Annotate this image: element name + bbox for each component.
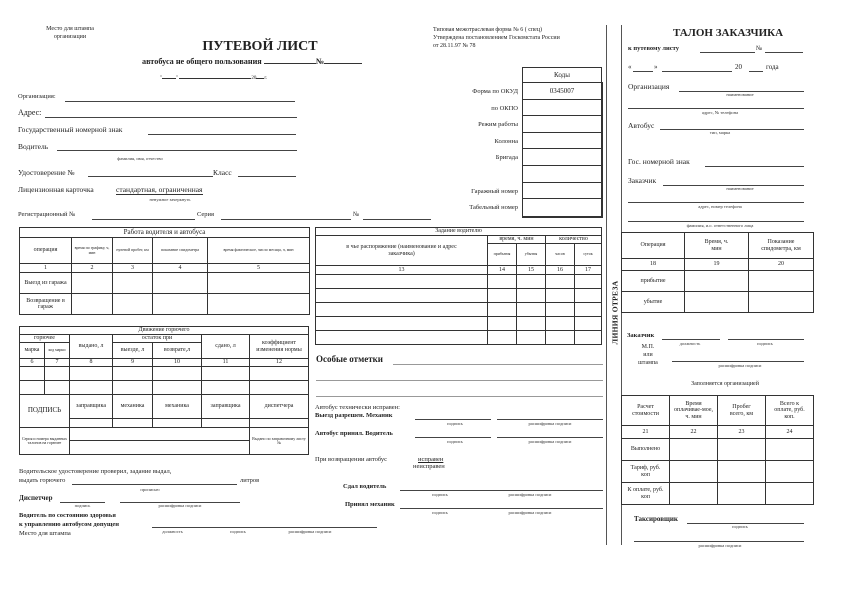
date-month-blank[interactable] (179, 78, 251, 79)
table-cell[interactable] (766, 461, 814, 483)
task-num: 14 (488, 266, 517, 275)
license-label: Удостоверение № (18, 168, 75, 177)
driver-field[interactable] (57, 150, 297, 151)
fuel-table-title: Движение горючего (20, 327, 309, 335)
series-field[interactable] (221, 219, 351, 220)
codes-value-cell[interactable] (523, 116, 601, 133)
coupon-signature-hint: подпись (757, 341, 773, 346)
work-col-operation: операция (20, 238, 72, 264)
work-col-zero-mileage: нулевой пробег, км (113, 238, 153, 264)
stamp-place-bottom: Место для штампа (19, 530, 71, 537)
mechanic-decoding-field[interactable] (497, 419, 603, 420)
page-subtitle (142, 57, 362, 66)
coupon-plate-label: Гос. номерной знак (628, 157, 690, 166)
table-cell[interactable] (575, 289, 602, 303)
license-card-hint: ненужное зачеркнуть (149, 197, 191, 202)
fuel-num: 7 (45, 359, 70, 367)
table-row (622, 439, 814, 461)
signature-cell[interactable] (113, 419, 153, 428)
table-cell[interactable] (575, 303, 602, 317)
coupon-op-num: 18 (622, 259, 685, 271)
coupon-taxer-label: Таксировщик (634, 515, 678, 523)
on-return-label: При возвращении автобус (315, 456, 388, 463)
plate-field[interactable] (148, 134, 296, 135)
coupon-day-field[interactable] (633, 71, 653, 72)
table-row (316, 331, 602, 345)
cut-divider-left (606, 25, 607, 545)
coupon-date-close: » (654, 63, 658, 71)
accepted-mech-label: Принял механик (345, 501, 395, 508)
table-cell[interactable] (153, 367, 202, 381)
table-cell[interactable] (113, 273, 153, 294)
table-row (622, 461, 814, 483)
work-num: 1 (20, 264, 72, 273)
form-info-line2: Утверждена постановлением Госкомстата России (433, 34, 560, 41)
table-row (316, 289, 602, 303)
date-suffix: г. (264, 76, 268, 81)
table-cell[interactable] (153, 381, 202, 395)
table-cell[interactable] (575, 275, 602, 289)
table-cell[interactable] (517, 275, 546, 289)
coupon-taxer-decoding-hint: расшифровка подписи (698, 543, 742, 548)
fuel-remainder-header: остаток при (113, 335, 202, 343)
table-cell[interactable] (20, 381, 45, 395)
table-row (622, 292, 814, 313)
coupon-op-header: Показание спидометра, км (749, 233, 814, 259)
table-row (20, 273, 310, 294)
table-cell[interactable] (153, 273, 208, 294)
codes-row-label: Гаражный номер (471, 187, 518, 195)
accepted-mech-field[interactable] (400, 508, 603, 509)
form-info (433, 27, 560, 50)
coupon-operations-table (621, 232, 814, 313)
table-cell[interactable] (546, 289, 575, 303)
number-field[interactable] (363, 219, 431, 220)
plate-label: Государственный номерной знак (18, 125, 123, 134)
sign-role: механика (113, 395, 153, 419)
stamp-line1: М.П. (641, 344, 655, 350)
table-cell[interactable] (45, 367, 70, 381)
table-cell[interactable] (70, 381, 113, 395)
table-cell[interactable] (113, 381, 153, 395)
task-departure-header: убытия (517, 244, 546, 266)
codes-value-cell[interactable] (523, 149, 601, 166)
decoding-hint: расшифровка подписи (288, 529, 332, 534)
work-num: 5 (208, 264, 310, 273)
codes-value-cell[interactable]: 0345007 (523, 83, 601, 100)
table-cell[interactable] (718, 439, 766, 461)
number-label: № (353, 211, 360, 218)
table-cell[interactable] (575, 331, 602, 345)
fuel-table (19, 326, 309, 455)
quote-close: " (176, 76, 179, 81)
coupon-stamp-place (628, 343, 668, 367)
coupons-cell[interactable] (70, 441, 250, 455)
table-cell[interactable] (517, 317, 546, 331)
number-sign: № (315, 57, 325, 66)
table-cell[interactable] (113, 367, 153, 381)
table-cell[interactable] (749, 292, 814, 313)
coupon-number-sign: № (756, 45, 763, 52)
address-label: Адрес: (18, 108, 42, 117)
fuel-handed-header: сдано, л (202, 335, 250, 359)
coupon-customer-address-hint: адрес, номер телефона (698, 204, 742, 209)
special-notes-field-3[interactable] (316, 396, 603, 397)
coupon-signature-field[interactable] (728, 339, 804, 340)
coupon-sheet-field[interactable] (700, 52, 755, 53)
page-title: ПУТЕВОЙ ЛИСТ (202, 39, 318, 54)
coupon-date-open: « (628, 63, 632, 71)
sign-role: диспетчера (250, 395, 309, 419)
codes-header: Коды (522, 67, 602, 83)
table-cell[interactable] (685, 292, 749, 313)
table-cell[interactable] (72, 294, 113, 315)
codes-row-label: Бригада (495, 154, 518, 162)
coupon-calc-header: Всего к оплате, руб. коп. (766, 396, 814, 426)
form-info-line1: Типовая межотраслевая форма № 6 ( спец) (433, 27, 543, 33)
signature-cell[interactable] (202, 419, 250, 428)
task-hours-header: часов (546, 244, 575, 266)
signature-cell[interactable] (153, 419, 202, 428)
coupon-responsible-hint: фамилия, и.о. ответственного лица (686, 223, 754, 228)
task-time-header: время, ч. мин (488, 236, 546, 244)
coupon-customer-sign-label: Заказчик (627, 332, 655, 339)
coupon-position-hint: должность (679, 341, 701, 346)
cut-line-label: ЛИНИЯ ОТРЕЗА (610, 280, 620, 345)
table-cell[interactable] (546, 275, 575, 289)
fuel-return-header: возврате,л (153, 343, 202, 359)
table-cell[interactable] (153, 294, 208, 315)
driver-decoding-hint: расшифровка подписи (528, 439, 572, 444)
table-cell[interactable] (488, 289, 517, 303)
coupon-customer-address-field[interactable] (628, 202, 804, 203)
coupon-calc-header: Время оплачивае-мое, ч. мин (670, 396, 718, 426)
table-cell[interactable] (316, 303, 488, 317)
coupon-calc-num: 24 (766, 426, 814, 439)
table-cell[interactable] (113, 294, 153, 315)
task-num: 13 (316, 266, 488, 275)
coupon-plate-field[interactable] (705, 166, 804, 167)
coupon-number-field[interactable] (765, 52, 803, 53)
table-cell[interactable] (45, 381, 70, 395)
coupons-cell[interactable] (70, 428, 250, 441)
table-cell[interactable] (517, 303, 546, 317)
admission-field[interactable] (152, 527, 377, 528)
task-arrival-header: прибытия (488, 244, 517, 266)
task-table-title: Задание водителю (316, 228, 602, 236)
fuel-num: 8 (70, 359, 113, 367)
series-label: Серия (197, 211, 215, 218)
work-table-title: Работа водителя и автобуса (20, 228, 310, 238)
coupon-bus-label: Автобус (628, 121, 655, 130)
table-cell[interactable] (488, 317, 517, 331)
table-cell[interactable] (316, 275, 488, 289)
reg-number-field[interactable] (92, 219, 195, 220)
stamp-line2: или (643, 352, 653, 359)
stamp-place (30, 26, 110, 41)
coupon-calc-header: Расчет стоимости (622, 396, 670, 426)
fuel-num: 11 (202, 359, 250, 367)
coupon-month-field[interactable] (662, 71, 732, 72)
driver-signature-field[interactable] (415, 437, 491, 438)
table-cell[interactable] (718, 461, 766, 483)
quote-open: " (160, 76, 163, 81)
sign-role: заправщика (70, 395, 113, 419)
coupon-decoding-hint: расшифровка подписи (718, 363, 762, 368)
table-cell[interactable] (488, 331, 517, 345)
fuel-num: 9 (113, 359, 153, 367)
special-notes-field[interactable] (393, 364, 603, 365)
table-cell[interactable] (575, 317, 602, 331)
coupon-calc-num: 21 (622, 426, 670, 439)
coupon-calc-row-label: Тариф, руб. коп (622, 461, 670, 483)
task-table (315, 227, 602, 345)
table-cell[interactable] (20, 367, 45, 381)
task-customer-header: в чье распоряжение (наименование и адрес заказчика) (316, 236, 488, 266)
table-cell[interactable] (316, 331, 488, 345)
table-cell[interactable] (517, 289, 546, 303)
table-cell[interactable] (546, 303, 575, 317)
task-quantity-header: количество (546, 236, 602, 244)
codes-value-cell[interactable] (523, 166, 601, 183)
coupon-op-header: Операция (622, 233, 685, 259)
reg-number-label: Регистрационный № (18, 211, 76, 218)
sign-role: механика (153, 395, 202, 419)
date-year: 20 (251, 76, 257, 81)
table-row (20, 381, 309, 395)
table-cell[interactable] (670, 461, 718, 483)
signature-cell[interactable] (70, 419, 113, 428)
task-days-header: суток (575, 244, 602, 266)
table-cell[interactable] (250, 381, 309, 395)
signature-hint: подпись (230, 529, 246, 534)
table-cell[interactable] (685, 271, 749, 292)
dispatcher-decoding-hint: расшифровка подписи (158, 503, 202, 508)
coupon-calc-header: Пробег всего, км (718, 396, 766, 426)
coupon-organization-label: Организация (628, 82, 670, 91)
health-line1: Водитель по состоянию здоровья (19, 512, 116, 519)
coupon-calc-num: 22 (670, 426, 718, 439)
bus-ok-text: Автобус технически исправен: (315, 404, 400, 411)
accepted-mech-signature-hint: подпись (432, 510, 448, 515)
work-num: 2 (72, 264, 113, 273)
coupon-filled-by: Заполняется организацией (691, 381, 759, 387)
codes-row-label: по ОКПО (491, 104, 518, 112)
task-num: 15 (517, 266, 546, 275)
codes-row-label: Табельный номер (469, 204, 518, 212)
license-card-value[interactable]: стандартная, ограниченная (116, 185, 203, 194)
table-cell[interactable] (766, 483, 814, 505)
codes-row-label: Колонна (494, 137, 518, 145)
dispatcher-signature-hint: подпись (74, 503, 91, 508)
fuel-coef-header: коэффициент изменения нормы (250, 335, 309, 359)
signature-cell[interactable] (250, 419, 309, 428)
work-col-schedule: время по графику, ч, мин (72, 238, 113, 264)
coupon-to-sheet-label: к путевому листу (628, 45, 679, 52)
special-notes-title: Особые отметки (316, 354, 383, 364)
table-cell[interactable] (670, 439, 718, 461)
codes-value-cell[interactable] (523, 100, 601, 117)
form-info-line3: от 28.11.97 № 78 (433, 42, 476, 49)
fuel-brand-header: марка (20, 343, 45, 359)
table-cell[interactable] (749, 271, 814, 292)
table-cell[interactable] (208, 294, 310, 315)
bus-accepted-label: Автобус принял. Водитель (315, 430, 393, 437)
driver-signature-hint: подпись (447, 439, 463, 444)
health-line2: к управлению автобусом допущен (19, 521, 119, 528)
codes-value-cell[interactable] (523, 199, 601, 216)
coupon-op-row-label: прибытие (622, 271, 685, 292)
coupon-op-row-label: убытие (622, 292, 685, 313)
table-cell[interactable] (488, 303, 517, 317)
handed-driver-signature-hint: подпись (432, 492, 448, 497)
fuel-code-header: код марки (45, 343, 70, 359)
coupon-taxer-decoding-field[interactable] (634, 541, 804, 542)
handed-driver-field[interactable] (400, 490, 603, 491)
class-label: Класс (213, 168, 232, 177)
work-col-actual-time: время фактическое, число месяца, ч, мин (208, 238, 310, 264)
status-not-ok-option[interactable]: неисправен (413, 463, 445, 470)
codes-value-cell[interactable] (523, 183, 601, 200)
table-cell[interactable] (766, 439, 814, 461)
table-row (622, 271, 814, 292)
coupon-customer-label: Заказчик (628, 176, 657, 185)
table-cell[interactable] (316, 289, 488, 303)
coupon-bus-hint: тип, марка (709, 130, 731, 135)
license-card-label: Лицензионная карточка (18, 185, 94, 194)
table-row (622, 483, 814, 505)
work-row-label: Возвращение в гараж (20, 294, 72, 315)
dispatcher-label: Диспетчер (19, 494, 53, 502)
coupon-title: ТАЛОН ЗАКАЗЧИКА (672, 27, 784, 39)
codes-row-label: Форма по ОКУД (472, 88, 518, 95)
fuel-num: 6 (20, 359, 45, 367)
subtitle-text: автобуса не общего пользования (142, 57, 262, 66)
coupon-calc-row-label: Выполнено (622, 439, 670, 461)
position-hint: должность (162, 529, 183, 534)
work-table (19, 227, 310, 315)
fuel-num: 10 (153, 359, 202, 367)
stamp-place-line1: Место для штампа (46, 26, 94, 32)
task-num: 16 (546, 266, 575, 275)
coupon-org-name-hint: наименование (726, 92, 754, 97)
work-row-label: Выезд из гаража (20, 273, 72, 294)
work-num: 3 (113, 264, 153, 273)
fuel-coupons-label: Серия и номера выданных талонов на горючее (20, 428, 70, 455)
table-cell[interactable] (517, 331, 546, 345)
fuel-departure-header: выезде, л (113, 343, 153, 359)
coupon-calc-row-label: К оплате, руб. коп (622, 483, 670, 505)
mechanic-decoding-hint: расшифровка подписи (528, 421, 572, 426)
table-cell[interactable] (70, 367, 113, 381)
table-cell[interactable] (202, 381, 250, 395)
coupon-op-header: Время, ч. мин (685, 233, 749, 259)
task-num: 17 (575, 266, 602, 275)
coupon-year-field[interactable] (749, 71, 763, 72)
exit-allowed-label: Выезд разрешен. Механик (315, 412, 393, 419)
date-day-blank[interactable] (162, 76, 179, 81)
stamp-place-line2: организации (53, 33, 87, 40)
coupon-position-field[interactable] (662, 339, 720, 340)
table-cell[interactable] (208, 273, 310, 294)
fuel-sheet-label: Выдано по заправочному листу № (250, 428, 309, 455)
coupon-responsible-field[interactable] (628, 221, 804, 222)
table-row (316, 275, 602, 289)
coupon-address-hint: адрес, № телефона (701, 110, 739, 115)
coupon-address-field[interactable] (628, 108, 804, 109)
special-notes-field-2[interactable] (316, 380, 603, 381)
table-cell[interactable] (488, 275, 517, 289)
fuel-signature-label: ПОДПИСЬ (20, 395, 70, 428)
handed-driver-decoding-hint: расшифровка подписи (508, 492, 552, 497)
table-cell[interactable] (202, 367, 250, 381)
address-field[interactable] (45, 117, 297, 118)
coupon-year: 20 (735, 63, 742, 71)
coupon-customer-name-hint: наименование (726, 186, 754, 191)
table-row (20, 294, 310, 315)
mechanic-signature-hint: подпись (447, 421, 463, 426)
organization-field[interactable] (65, 101, 295, 102)
table-cell[interactable] (250, 367, 309, 381)
class-field[interactable] (238, 176, 296, 177)
sheet-number-blank[interactable] (324, 63, 362, 64)
table-cell[interactable] (72, 273, 113, 294)
stamp-line3: штампа (638, 360, 658, 367)
table-cell[interactable] (718, 483, 766, 505)
coupon-op-num: 19 (685, 259, 749, 271)
codes-value-cell[interactable] (523, 133, 601, 150)
driver-decoding-field[interactable] (497, 437, 603, 438)
give-fuel-label: выдать горючего (19, 477, 66, 484)
fuel-num: 12 (250, 359, 309, 367)
codes-row-label: Режим работы (478, 121, 518, 129)
work-col-speedometer: показание спидометра (153, 238, 208, 264)
liters-label: литров (240, 477, 260, 484)
driver-label: Водитель (18, 142, 49, 151)
date-line (160, 76, 267, 81)
table-row (316, 317, 602, 331)
coupon-taxer-signature-hint: подпись (732, 524, 748, 529)
table-cell[interactable] (316, 317, 488, 331)
table-row (316, 303, 602, 317)
mechanic-signature-field[interactable] (415, 419, 491, 420)
organization-label: Организация: (18, 93, 56, 100)
accepted-mech-decoding-hint: расшифровка подписи (508, 510, 552, 515)
table-row (20, 367, 309, 381)
fuel-header: горючее (20, 335, 70, 343)
coupon-calc-num: 23 (718, 426, 766, 439)
coupon-calc-table (621, 395, 814, 505)
fuel-amount-field[interactable] (72, 484, 237, 485)
driver-hint: фамилия, имя, отчество (117, 156, 163, 161)
license-field[interactable] (88, 176, 213, 177)
status-ok-option[interactable]: исправен (418, 456, 444, 463)
bus-type-blank[interactable] (264, 63, 316, 64)
table-cell[interactable] (546, 331, 575, 345)
in-words-hint: прописью (140, 487, 160, 492)
coupon-decoding-field[interactable] (672, 361, 804, 362)
table-cell[interactable] (670, 483, 718, 505)
handed-driver-label: Сдал водитель (343, 483, 387, 490)
coupon-year-suffix: года (766, 63, 779, 71)
sign-role: заправщика (202, 395, 250, 419)
fuel-issued-header: выдано, л (70, 335, 113, 359)
table-cell[interactable] (546, 317, 575, 331)
work-num: 4 (153, 264, 208, 273)
coupon-op-num: 20 (749, 259, 814, 271)
checked-text: Водительское удостоверение проверил, задание выдал, (19, 468, 172, 475)
